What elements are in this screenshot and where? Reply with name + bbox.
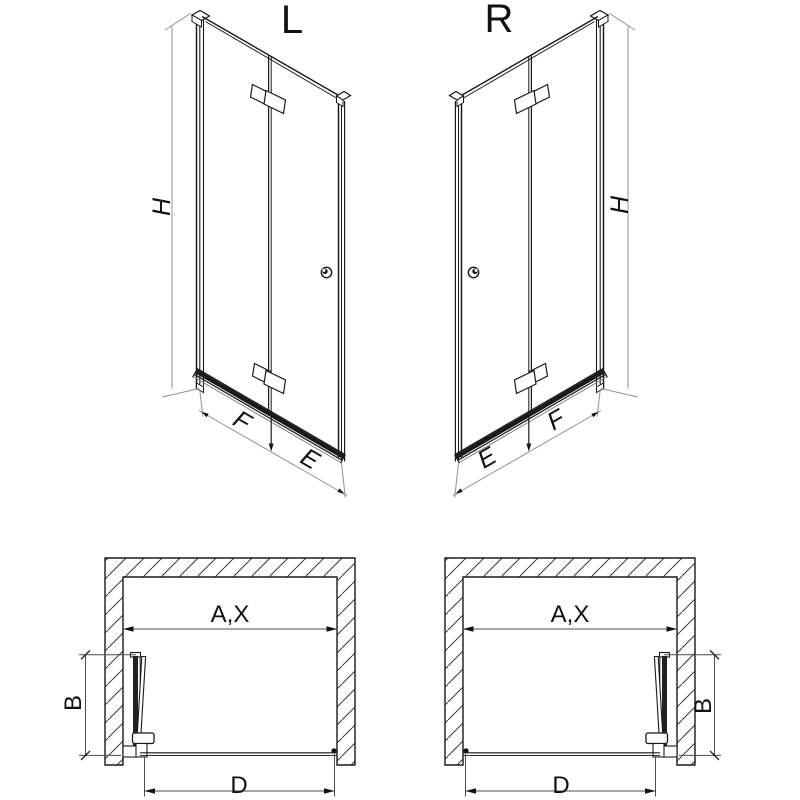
door-3d-left [163, 11, 351, 498]
dim-label-height-left: H [148, 197, 176, 217]
dim-label-entry-width-left: D [230, 772, 248, 799]
dim-label-fold-depth-left: B [60, 694, 87, 712]
variant-label-right: R [484, 0, 514, 41]
front-view-left [148, 0, 351, 498]
dim-label-height-right: H [606, 195, 634, 215]
dim-label-fold-panel-left: F [228, 405, 256, 438]
dim-label-opening-width-left: A,X [210, 601, 250, 628]
door-3d-right [450, 11, 638, 498]
dim-label-fold-depth-right: B [690, 697, 717, 715]
plan-view-right [445, 558, 721, 799]
dim-label-pivot-panel-left: E [295, 442, 325, 476]
front-view-right [450, 0, 638, 498]
dim-label-fold-panel-right: F [542, 404, 570, 437]
plan-view-left [60, 558, 355, 799]
variant-label-left: L [280, 0, 304, 42]
dim-label-entry-width-right: D [552, 772, 570, 799]
dim-label-opening-width-right: A,X [550, 601, 590, 628]
dim-label-pivot-panel-right: E [472, 441, 502, 475]
